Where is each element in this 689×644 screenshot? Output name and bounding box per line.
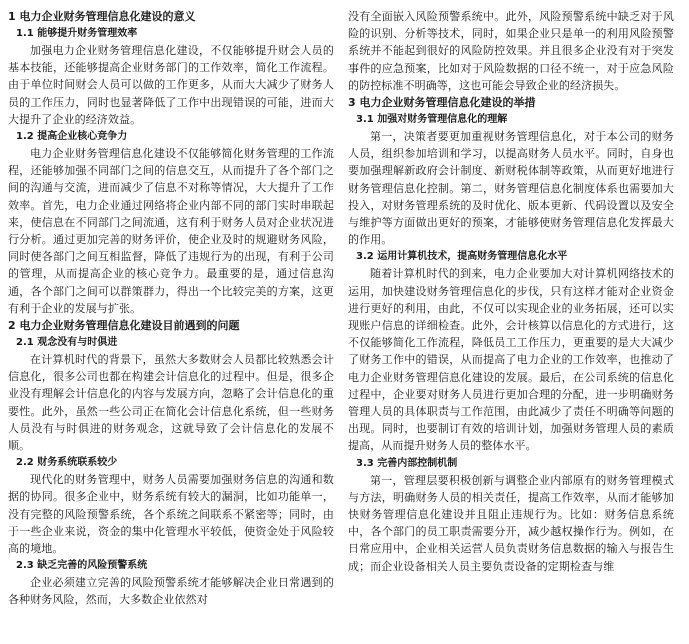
section-2-2-paragraph: 现代化的财务管理中，财务人员需要加强财务信息的沟通和数据的协同。很多企业中，财务系统有较大的漏洞，比如功能单一，没有完整的风险预警系统，各个系统之间联系不紧密等；同时，由于一些企业来说，资金的集中化管理水平较低，使资金处于风险较高的境地。 [8, 473, 334, 556]
section-2-3-paragraph: 企业必须建立完善的风险预警系统才能够解决企业日常遇到的各种财务风险，然而，大多数企业依然对 [8, 576, 334, 607]
section-1-2-heading: 1.2 提高企业核心竞争力 [16, 131, 128, 143]
section-3-2-paragraph: 随着计算机时代的到来，电力企业要加大对计算机网络技术的运用，加快建设财务管理信息化的步伐，只有这样才能对企业资金进行更好的利用，由此，不仅可以实现企业的业务拓展，还可以实现账户信息的详细检查。此外，会计核算以信息化的方式进行，这不仅能够简化工作流程，降低员工工作压力，更重要的是大大减少了财务工作中的错误，从而提高了电力企业的工作效率，也推动了电力企业财务管理信息化建设的发展。最后，在公司系统的信息化过程中，企业要对财务人员进行更加合理的分配，进一步明确财务管理人员的具体职责与工作范围，由此减少了责任不明确等问题的出现。同时，也要制订有效的培训计划，加强财务管理人员的素质提高，从而提升财务人员的整体水平。 [348, 267, 674, 453]
section-1-2-paragraph: 电力企业财务管理信息化建设不仅能够简化财务管理的工作流程，还能够加强不同部门之间的信息交互，从而提升了各个部门之间的沟通与交流，进而减少了信息不对称等情况，大大提升了工作效率。首先，电力企业通过网络将企业内部不同的部门实时串联起来，使信息在不同部门之间流通，这有利于财务人员对企业状况进行分析。通过更加完善的财务评价，使企业及时的规避财务风险，同时使各部门之间互相监督，降低了违规行为的出现，有利于公司的管理，从而提高企业的核心竞争力。最重要的是，通过信息沟通，各个部门之间可以群策群力，得出一个比较完美的方案，这更有利于企业的发展与扩张。 [8, 147, 334, 315]
section-3-1-paragraph: 第一，决策者要更加重视财务管理信息化，对于本公司的财务人员，组织参加培训和学习，以提高财务人员水平。同时，自身也要加强理解新政府会计制度、新财税体制等政策，从而更好地进行财务管理信息化控制。第二，财务管理信息化制度体系也需要加大投入，对财务管理系统的及时优化、版本更新、代码设置以及安全与维护等方面做出更好的预案，才能够使财务管理信息化发挥最大的作用。 [348, 130, 674, 247]
section-1-1-heading: 1.1 能够提升财务管理效率 [16, 28, 138, 39]
section-1-1-paragraph: 加强电力企业财务管理信息化建设，不仅能够提升财会人员的基本技能，还能够提高企业财务部门的工作效率，简化工作流程。由于单位时间财会人员可以做的工作更多，从而大大减少了财务人员的工作压力，同时也显著降低了工作中出现错误的可能，进而大大提升了企业的经济效益。 [8, 44, 334, 126]
section-2-2-heading: 2.2 财务系统联系较少 [16, 457, 118, 469]
section-2-heading: 2 电力企业财务管理信息化建设目前遇到的问题 [8, 319, 240, 333]
section-2-3-paragraph-continued: 没有全面嵌入风险预警系统中。此外，风险预警系统中缺乏对于风险的识别、分析等技术，同时，如果企业只是单一的利用风险预警系统并不能起到很好的风险防控效果。并且很多企业没有对于突发事件的应急预案，比如对于风险数据的口径不统一，对于应急风险的防控标准不明确等，这也可能会导致企业的经济损失。 [348, 10, 674, 92]
section-3-3-heading: 3.3 完善内部控制机制 [356, 457, 458, 469]
section-1-heading: 1 电力企业财务管理信息化建设的意义 [8, 10, 196, 23]
left-column [8, 8, 334, 644]
section-3-heading: 3 电力企业财务管理信息化建设的举措 [348, 96, 536, 110]
right-column [348, 8, 674, 644]
section-3-1-heading: 3.1 加强对财务管理信息化的理解 [356, 114, 508, 126]
section-2-3-heading: 2.3 缺乏完善的风险预警系统 [16, 560, 148, 572]
section-3-3-paragraph: 第一，管理层要积极创新与调整企业内部原有的财务管理模式与方法，明确财务人员的相关责任，提高工作效率，从而才能够加快财务管理信息化建设并且阻止违规行为。比如：财务信息系统中，各个部门的员工职责需要分开，减少越权操作行为。例如，在日常应用中，企业相关运营人员负责财务信息数据的输入与报告生成；而企业设备相关人员主要负责设备的定期检查与维 [348, 473, 674, 573]
section-2-1-heading: 2.1 观念没有与时俱进 [16, 337, 118, 349]
section-3-2-heading: 3.2 运用计算机技术，提高财务管理信息化水平 [356, 251, 568, 263]
section-2-1-paragraph: 在计算机时代的背景下，虽然大多数财会人员都比较熟悉会计信息化，很多公司也都在构建会计信息化的过程中。但是，很多企业没有理解会计信息化的内容与发展方向，忽略了会计信息化的重要性。此外，虽然一些公司正在简化会计信息化系统，但一些财务人员没有与时俱进的财务观念，这就导致了会计信息化的发展不顺。 [8, 353, 334, 453]
